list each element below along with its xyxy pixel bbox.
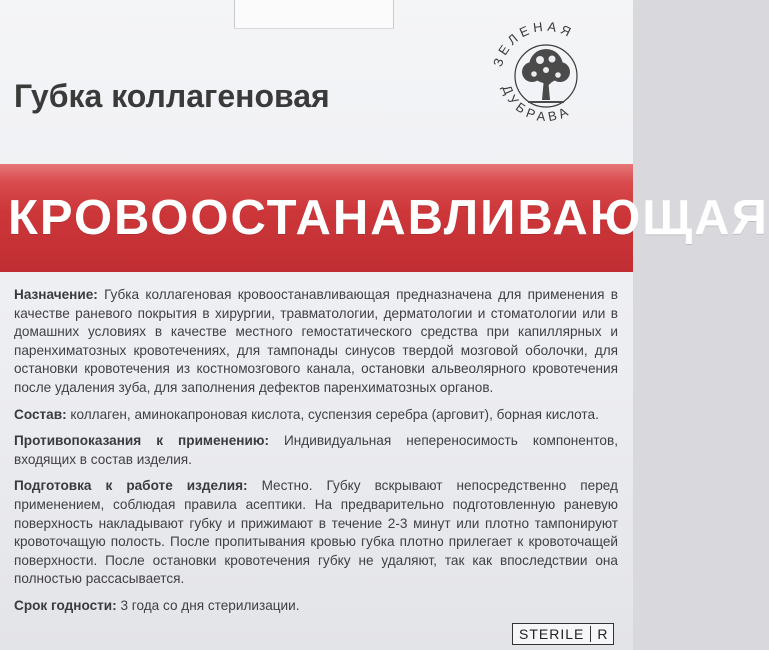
section-preparation [14,477,618,589]
product-banner [0,164,769,272]
section-label: Назначение: [14,287,98,302]
section-shelf-life [14,597,618,616]
product-description [14,286,618,624]
section-contraindications [14,432,618,469]
section-label: Срок годности: [14,597,117,613]
section-text: Индивидуальная непереносимость компонентов, входящих в состав изделия. [14,433,618,467]
section-text: коллаген, аминокапроновая кислота, суспензия серебра (арговит), борная кислота. [66,406,599,422]
sterile-method: R [590,626,613,642]
sterile-text: STERILE [519,626,585,642]
section-text: 3 года со дня стерилизации. [116,597,300,613]
brand-logo [484,14,608,138]
product-title: Губка коллагеновая [14,78,330,114]
tree-icon [484,14,608,138]
section-purpose [14,286,618,398]
svg-text:ДУБРАВА [499,83,574,125]
logo-text-top: ЗЕЛЕНАЯ [490,18,577,69]
section-label: Противопоказания к применению: [14,433,270,449]
section-composition [14,406,618,425]
section-text: Губка коллагеновая кровоостанавливающая предназначена для применения в качестве раневого покрытия в хирургии, травматологии, дерматологии и стоматологии или в домашних условиях в качестве местного гемостатического средства при капиллярных и паренхиматозных кровотечениях, для тампонады синусов твердой мозговой оболочки, для остановки кровотечения из костномозгового канала, остановки альвеолярного кровотечения после удаления зуба, для заполнения дефектов паренхиматозных органов. [14,287,618,395]
section-text: Местно. Губку вскрывают непосредственно перед применением, соблюдая правила асептики. На предварительно подготовленную раневую поверхность накладывают губку и прижимают в течение 2-3 минут или плотно тампонируют кровоточащую полость. После пропитывания кровью губка плотно прилегает к кровоточащей поверхности. После остановки кровотечения губку не удаляют, так как впоследствии она полностью рассасывается. [14,478,618,587]
package-fold-flap [234,0,394,29]
section-label: Состав: [14,406,67,422]
sterile-mark [512,623,614,645]
banner-title: КРОВООСТАНАВЛИВАЮЩАЯ [8,191,769,245]
logo-text-bottom: ДУБРАВА [499,82,574,125]
section-label: Подготовка к работе изделия: [14,478,248,494]
